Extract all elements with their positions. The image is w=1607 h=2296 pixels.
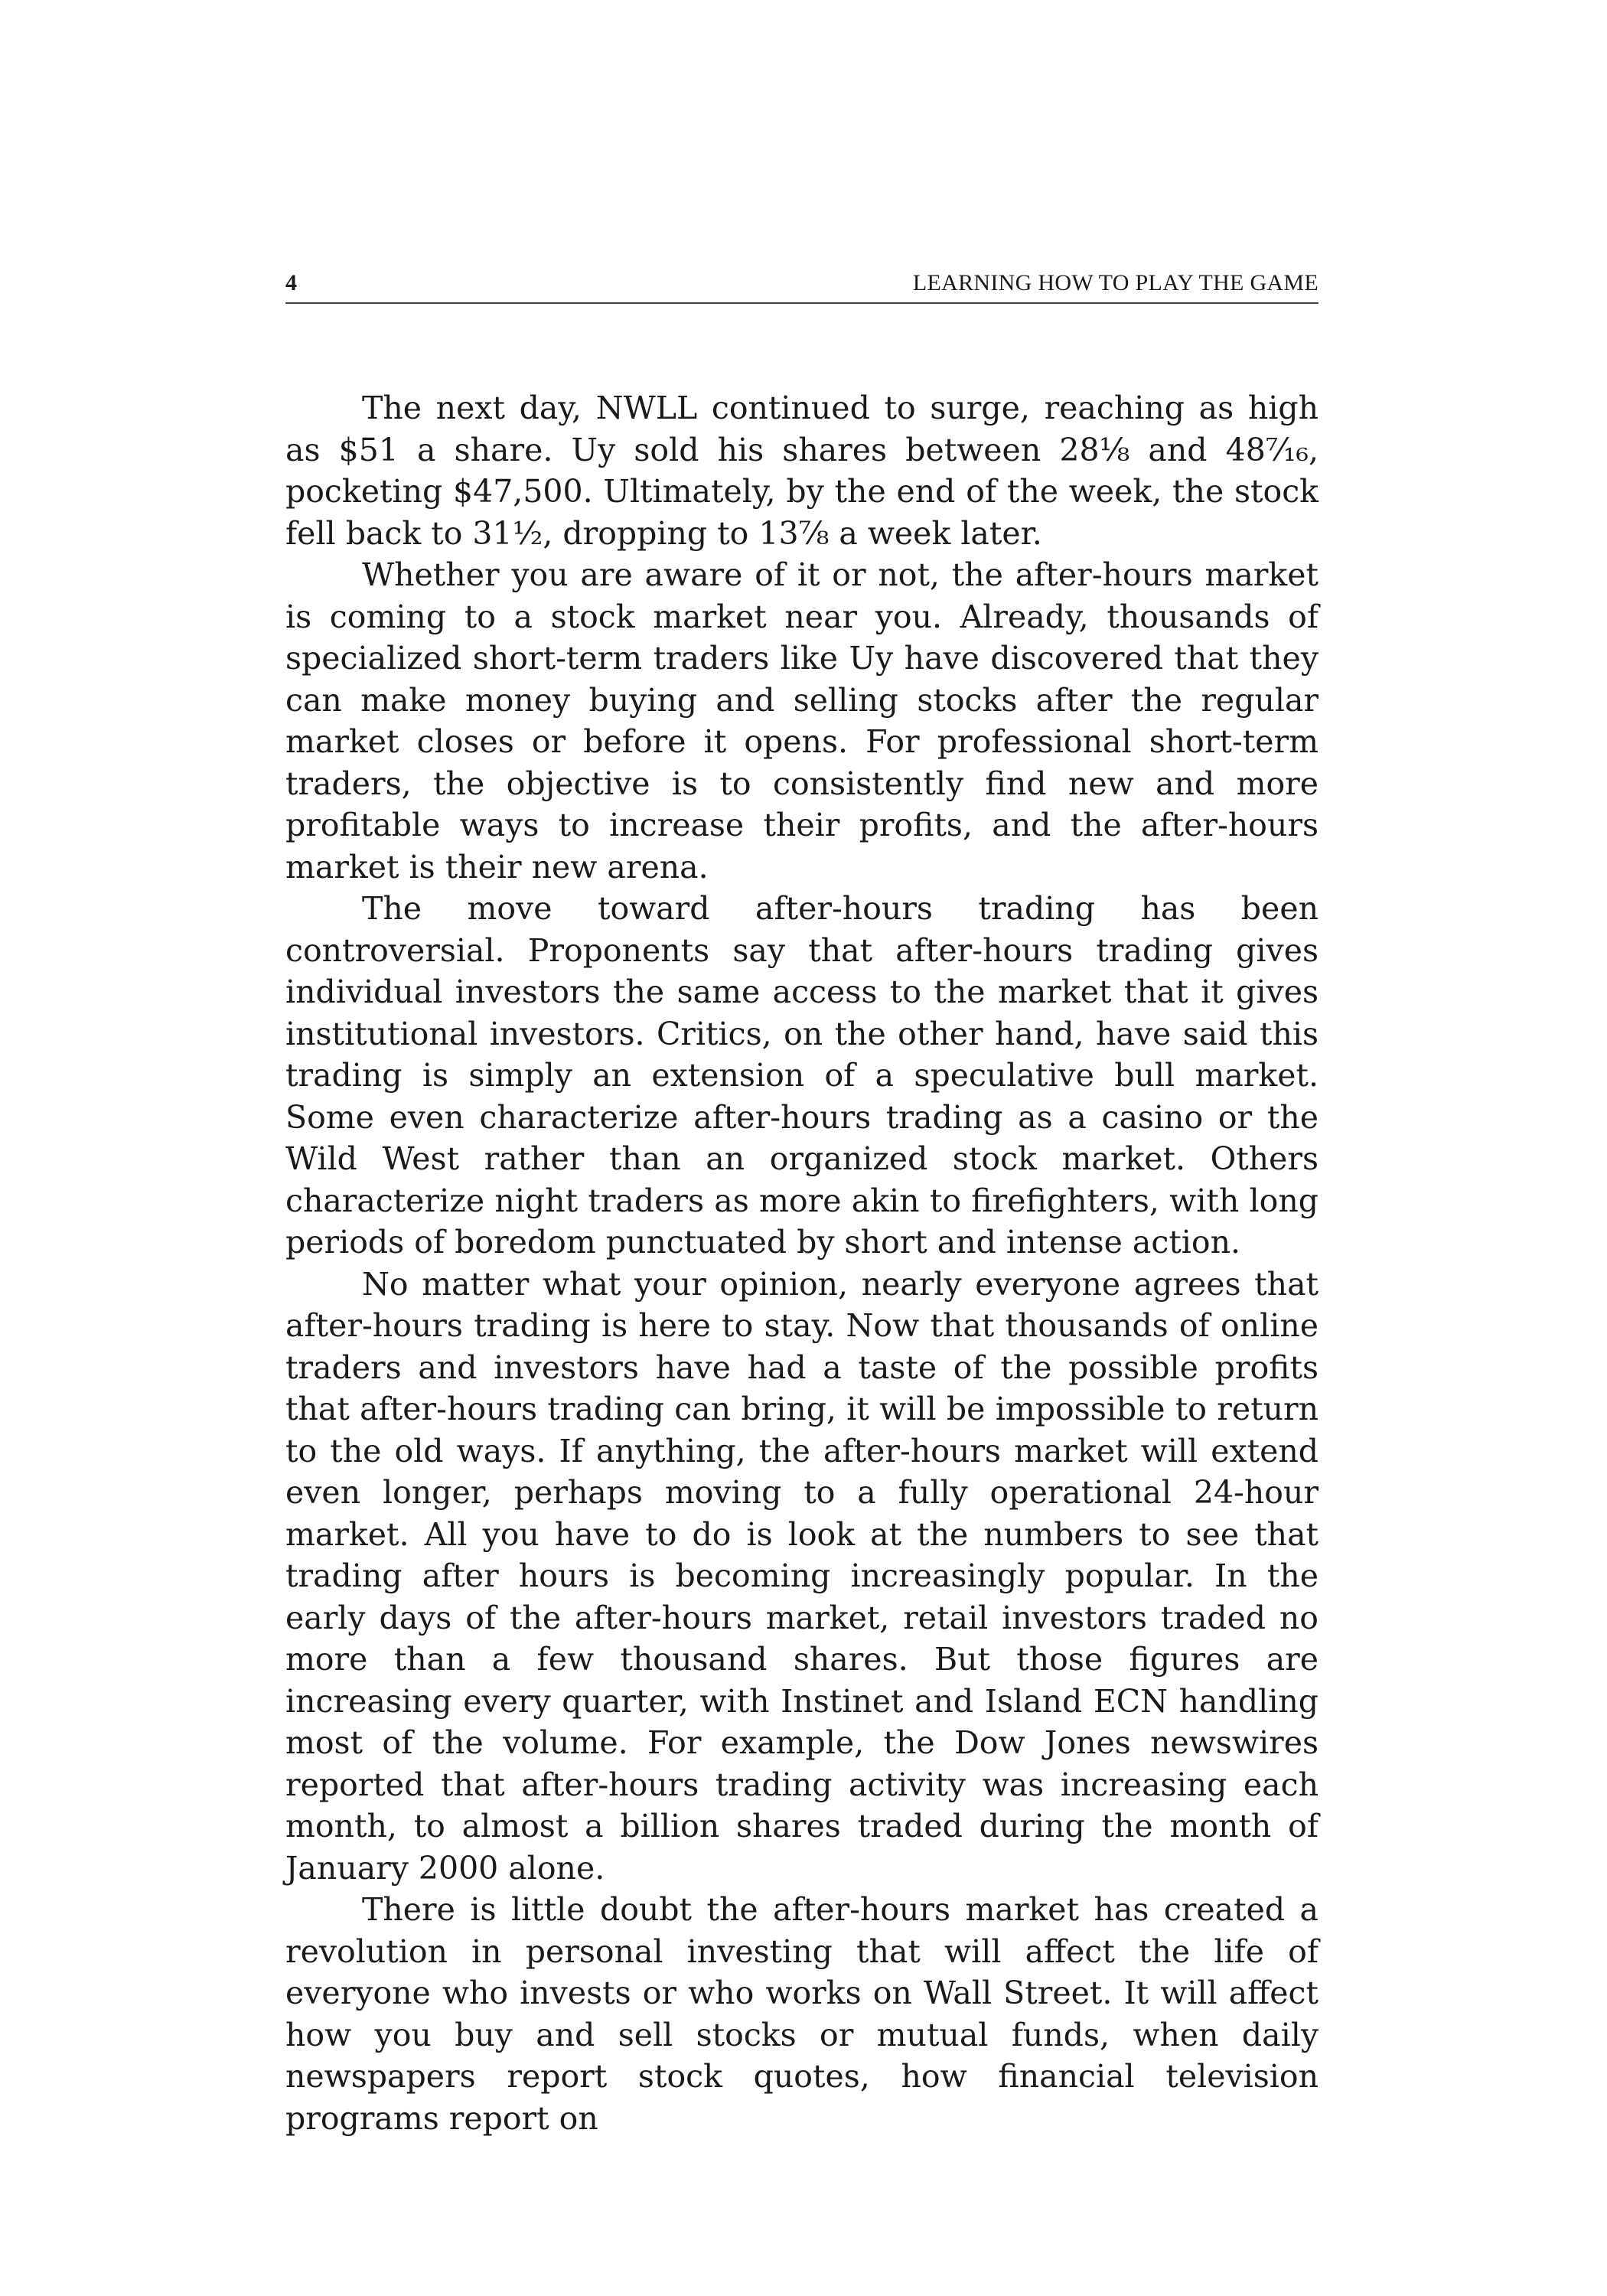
body-text xyxy=(285,387,1319,2139)
paragraph-2: Whether you are aware of it or not, the after-hours market is coming to a stock market near you. Already, thousands of specialized short-term traders like Uy have discovered that they can make money buying and selling stocks after the regular market closes or before it opens. For professional short-term traders, the objective is to consistently find new and more profitable ways to increase their profits, and the after-hours market is their new arena. xyxy=(285,556,1319,885)
paragraph-4: No matter what your opinion, nearly everyone agrees that after-hours trading is here to stay. Now that thousands of online traders and investors have had a taste of the possible profits that after-hours trading can bring, it will be impossible to return to the old ways. If anything, the after-hours market will extend even longer, perhaps moving to a fully operational 24-hour market. All you have to do is look at the numbers to see that trading after hours is becoming increasingly popular. In the early days of the after-hours market, retail investors traded no more than a few thousand shares. But those figures are increasing every quarter, with Instinet and Island ECN handling most of the volume. For example, the Dow Jones newswires reported that after-hours trading activity was increasing each month, to almost a billion shares traded during the month of January 2000 alone. xyxy=(285,1265,1319,1887)
paragraph-5: There is little doubt the after-hours market has created a revolution in personal investing that will affect the life of everyone who invests or who works on Wall Street. It will affect how you buy and sell stocks or mutual funds, when daily newspapers report stock quotes, how financial television programs report on xyxy=(285,1891,1319,2137)
page-number: 4 xyxy=(285,270,297,295)
paragraph-3: The move toward after-hours trading has been controversial. Proponents say that after-hours trading gives individual investors the same access to the market that it gives institutional investors. Critics, on the other hand, have said this trading is simply an extension of a speculative bull market. Some even characterize after-hours trading as a casino or the Wild West rather than an organized stock market. Others characterize night traders as more akin to firefighters, with long periods of boredom punctuated by short and intense action. xyxy=(285,890,1319,1261)
running-title: LEARNING HOW TO PLAY THE GAME xyxy=(912,270,1319,295)
paragraph-1: The next day, NWLL continued to surge, reaching as high as $51 a share. Uy sold his shares between 28⅛ and 48⁷⁄₁₆, pocketing $47,500. Ultimately, by the end of the week, the stock fell back to 31½, dropping to 13⅞ a week later. xyxy=(285,390,1319,552)
running-header xyxy=(285,264,1319,304)
